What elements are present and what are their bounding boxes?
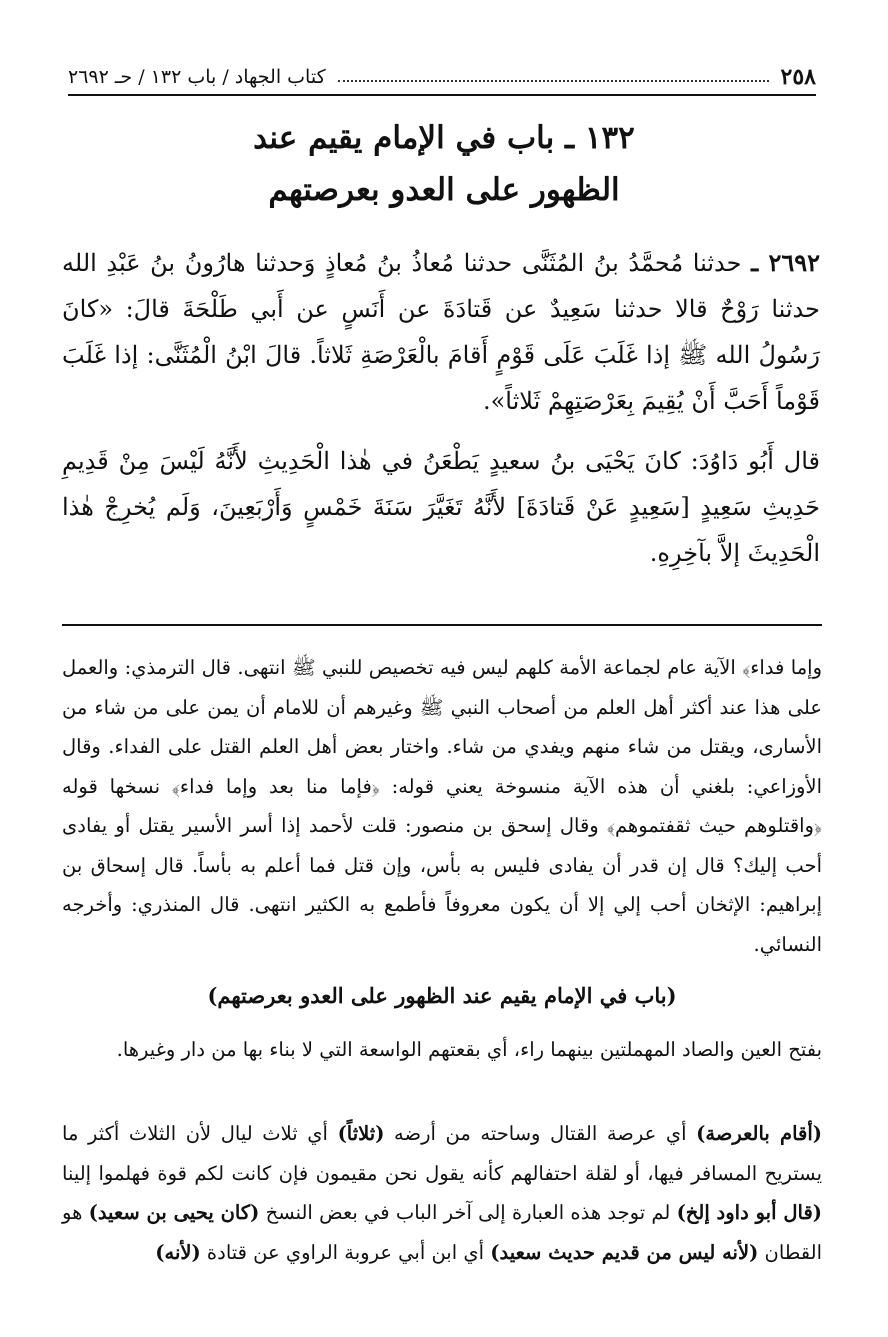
hadith-body: حدثنا مُحمَّدُ بنُ المُثَنَّى حدثنا مُعاذُ بنُ مُعاذٍ وَحدثنا هارُونُ بنُ عَبْدِ الله حدثنا رَوْحٌ قالا حدثنا سَعِيدٌ عن قَتادَةَ عن أَنَسٍ عن أَبي طَلْحَةَ قالَ: «كانَ رَسُولُ الله ﷺ إذا غَلَبَ عَلَى قَوْمٍ أَقامَ بالْعَرْصَةِ ثَلاثاً. قالَ ابْنُ الْمُثَنَّى: إذا غَلَبَ قَوْماً أَحَبَّ أَنْ يُقِيمَ بِعَرْصَتِهِمْ ثَلاثاً».	[62, 249, 820, 415]
footnote-divider	[62, 624, 822, 626]
quoted-term: (أقام بالعرصة)	[696, 1122, 822, 1145]
commentary-text-run: أي عرصة القتال وساحته من أرضه	[384, 1122, 697, 1145]
commentary-paragraph-2: بفتح العين والصاد المهملتين بينهما راء، أي بقعتهم الواسعة التي لا بناء بها من دار وغيرها.	[116, 1038, 822, 1061]
commentary-sub-heading: (باب في الإمام يقيم عند الظهور على العدو بعرصتهم)	[207, 983, 677, 1008]
commentary-text-run: هو القطان	[62, 1201, 822, 1264]
commentary-text-run: لم توجد هذه العبارة إلى آخر الباب في بعض النسخ	[259, 1201, 677, 1224]
leader-dots	[338, 80, 769, 82]
commentary-paragraph-3	[62, 1114, 822, 1272]
commentary-text-run: أي ابن أبي عروبة الراوي عن قتادة	[200, 1240, 491, 1264]
chapter-title	[60, 112, 828, 216]
chapter-title-line-1: ١٣٢ ـ باب في الإمام يقيم عند	[253, 120, 635, 156]
quoted-term: (لأنه ليس من قديم حديث سعيد)	[490, 1240, 759, 1264]
abu-dawud-note: قال أَبُو دَاوُدَ: كانَ يَحْيَى بنُ سعيدٍ يَطْعَنُ في هٰذا الْحَدِيثِ لأَنَّهُ لَيْسَ مِنْ قَدِيمِ حَدِيثِ سَعِيدٍ [سَعِيدٍ عَنْ قَتادَةَ] لأَنَّهُ تَغَيَّرَ سَنَةَ خَمْسٍ وَأَرْبَعِينَ، وَلَم يُخرِجْ هٰذا الْحَدِيثَ إلاَّ بآخِرِهِ.	[62, 447, 820, 567]
quoted-term: (كان يحيى بن سعيد)	[88, 1201, 260, 1224]
commentary-paragraph-1: وإما فداء﴾ الآية عام لجماعة الأمة كلهم ليس فيه تخصيص للنبي ﷺ انتهى. قال الترمذي: والعمل على هذا عند أكثر أهل العلم من أصحاب النبي ﷺ وغيرهم أن للامام أن يمن على من شاء من الأسارى، ويقتل من شاء منهم ويفدي من شاء. واختار بعض أهل العلم القتل على الفداء. وقال الأوزاعي: بلغني أن هذه الآية منسوخة يعني قوله: ﴿فإما منا بعد وإما فداء﴾ نسخها قوله ﴿واقتلوهم حيث ثقفتموهم﴾ وقال إسحق بن منصور: قلت لأحمد إذا أسر الأسير يقتل أو يفادى أحب إليك؟ قال إن قدر أن يفادى فليس به بأس، وإن قتل فما أعلم به بأساً. قال إسحاق بن إبراهيم: الإثخان أحب إلي إلا أن يكون معروفاً فأطمع به الكثير انتهى. قال المنذري: وأخرجه النسائي.	[62, 656, 822, 956]
running-header	[68, 60, 816, 96]
hadith-number: ٢٦٩٢ ـ	[751, 248, 820, 277]
hadith-text	[62, 240, 820, 424]
quoted-term: (لأنه)	[155, 1240, 201, 1264]
running-title: كتاب الجهاد / باب ١٣٢ / حـ ٢٦٩٢	[68, 66, 326, 88]
page-number: ٢٥٨	[780, 64, 816, 90]
quoted-term: (قال أبو داود إلخ)	[676, 1201, 822, 1224]
chapter-title-line-2: الظهور على العدو بعرصتهم	[268, 172, 620, 208]
commentary-text-run: أي ثلاث ليال لأن الثلاث أكثر ما يستريح المسافر فيها، أو لقلة احتفالهم كأنه يقول نحن مقيمون فإن كانت لكم قوة فهلموا إلينا	[62, 1122, 822, 1185]
quoted-term: (ثلاثاً)	[337, 1122, 385, 1145]
